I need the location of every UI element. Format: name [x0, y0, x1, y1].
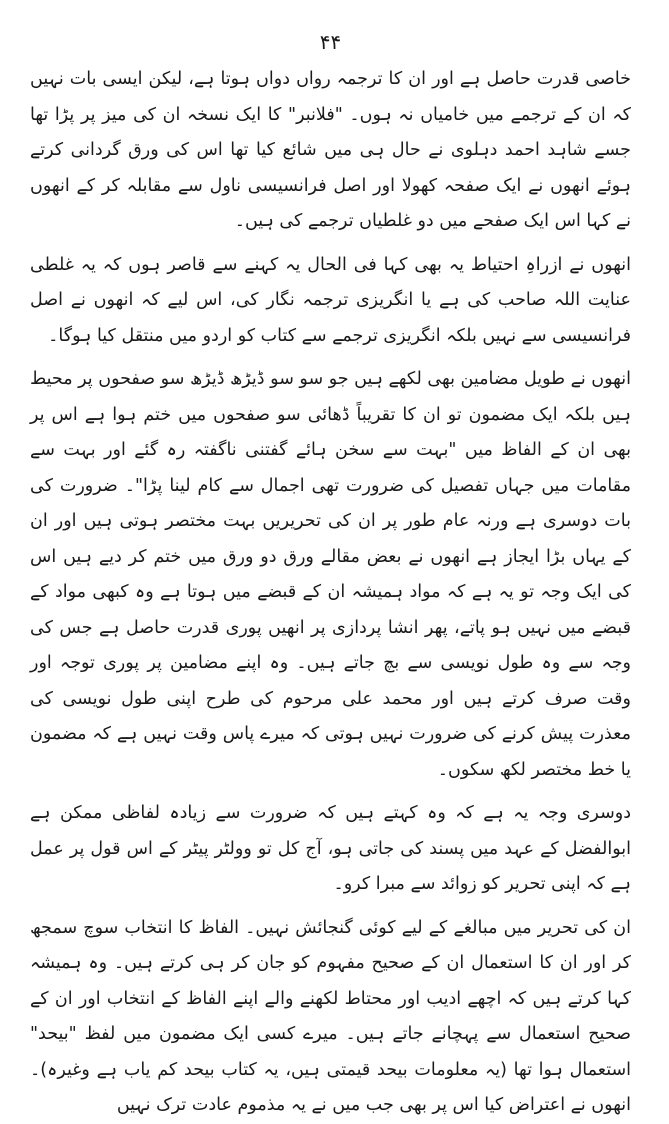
paragraph-5: ان کی تحریر میں مبالغے کے لیے کوئی گنجائش نہیں۔ الفاظ کا انتخاب سوچ سمجھ کر اور ان کا استعمال ان کے صحیح مفہوم کو جان کر ہی کرتے ہیں۔ وہ ہمیشہ کہا کرتے ہیں کہ اچھے ادیب اور محتاط لکھنے والے اپنے الفاظ کے انتخاب اور ان کے صحیح استعمال سے پہچانے جاتے ہیں۔ میرے کسی ایک مضمون میں لفظ "بیحد" استعمال ہوا تھا (یہ معلومات بیحد قیمتی ہیں، یہ کتاب بیحد کم یاب ہے وغیرہ)۔ انھوں نے اعتراض کیا اس پر بھی جب میں نے یہ مذموم عادت ترک نہیں: [30, 917, 631, 1115]
paragraph-4: دوسری وجہ یہ ہے کہ وہ کہتے ہیں کہ ضرورت سے زیادہ لفاظی ممکن ہے ابوالفضل کے عہد میں پسند کی جاتی ہو، آج کل تو وولٹر پیٹر کے اس قول پر عمل ہے کہ اپنی تحریر کو زوائد سے مبرا کرو۔: [30, 803, 631, 894]
page-number: ۴۴: [319, 30, 342, 54]
paragraph-2: انھوں نے ازراہِ احتیاط یہ بھی کہا فی الحال یہ کہنے سے قاصر ہوں کہ یہ غلطی عنایت اللہ صاحب کی ہے یا انگریزی ترجمہ نگار کی، اس لیے کہ انھوں نے اصل فرانسیسی سے نہیں بلکہ انگریزی ترجمے سے کتاب کو اردو میں منتقل کیا ہوگا۔: [30, 254, 631, 346]
page-body: [30, 62, 631, 1124]
paragraph-1: خاصی قدرت حاصل ہے اور ان کا ترجمہ رواں دواں ہوتا ہے، لیکن ایسی بات نہیں کہ ان کے ترجمے میں خامیاں نہ ہوں۔ "فلانبر" کا ایک نسخہ ان کی میز پر پڑا تھا جسے شاہد احمد دہلوی نے حال ہی میں شائع کیا تھا اس کی ورق گردانی کرتے ہوئے انھوں نے ایک صفحہ کھولا اور اصل فرانسیسی ناول سے مقابلہ کر کے انھوں نے کہا اس ایک صفحے میں دو غلطیاں ترجمے کی ہیں۔: [30, 69, 631, 231]
paragraph-3: انھوں نے طویل مضامین بھی لکھے ہیں جو سو سو ڈیڑھ ڈیڑھ سو صفحوں پر محیط ہیں بلکہ ایک مضمون تو ان کا تقریباً ڈھائی سو صفحوں میں ختم ہوا ہے اس پر بھی ان کے الفاظ میں "بہت سے سخن ہائے گفتنی ناگفتہ رہ گئے اور بہت سے مقامات میں جہاں تفصیل کی ضرورت تھی اجمال سے کام لینا پڑا"۔ ضرورت کی بات دوسری ہے ورنہ عام طور پر ان کی تحریریں بہت مختصر ہوتی ہیں اور ان کے یہاں بڑا ایجاز ہے انھوں نے بعض مقالے ورق دو ورق میں ختم کر دیے ہیں اس کی ایک وجہ تو یہ ہے کہ مواد ہمیشہ ان کے قبضے میں ہوتا ہے وہ کبھی مواد کے قبضے میں نہیں ہو پاتے، پھر انشا پردازی پر انھیں پوری قدرت حاصل ہے جس کی وجہ سے وہ طول نویسی سے بچ جاتے ہیں۔ وہ اپنے مضامین پر پوری توجہ اور وقت صرف کرتے ہیں اور محمد علی مرحوم کی طرح اپنی طول نویسی کی معذرت پیش کرنے کی ضرورت نہیں ہوتی کہ میرے پاس وقت نہیں ہے کہ مضمون یا خط مختصر لکھ سکوں۔: [30, 369, 631, 780]
